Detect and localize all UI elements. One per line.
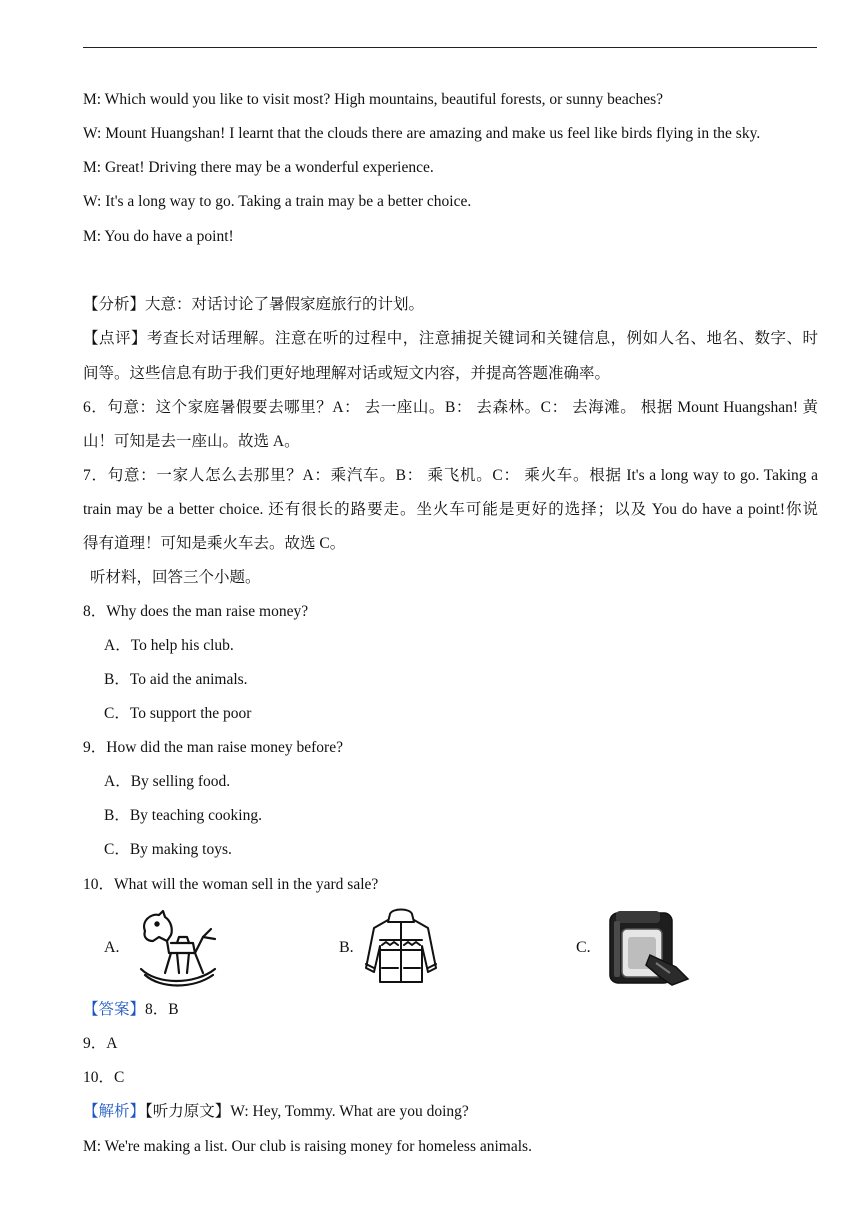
question-8-option: A．To help his club. [104, 637, 234, 654]
explanation-6: 6．句意：这个家庭暑假要去哪里？A： 去一座山。B： 去森林。C： 去海滩。 根据 Mount Huangshan! 黄 [83, 399, 818, 416]
dialogue-line: W: Hey, Tommy. What are you doing? [230, 1103, 469, 1120]
toaster-icon [606, 907, 692, 987]
jacket-icon [362, 906, 440, 986]
review-text: 间等。这些信息有助于我们更好地理解对话或短文内容，并提高答题准确率。 [83, 365, 611, 382]
rocking-horse-icon [133, 907, 219, 989]
header-rule [83, 47, 817, 48]
option-b-label: B. [339, 939, 354, 956]
answer-8: 8．B [145, 1001, 179, 1018]
dialogue-line: M: We're making a list. Our club is raising money for homeless animals. [83, 1138, 532, 1155]
listening-original-tag: 【听力原文】 [145, 1103, 231, 1120]
dialogue-line: W: Mount Huangshan! I learnt that the clouds there are amazing and make us feel like birds flying in the sky. [83, 125, 761, 142]
question-8-stem: 8．Why does the man raise money? [83, 603, 309, 620]
answer-line [83, 1000, 179, 1020]
question-9-option: A．By selling food. [104, 773, 231, 790]
explanation-7: 7．句意：一家人怎么去那里？A：乘汽车。B： 乘飞机。C： 乘火车。根据 It's a long way to go. Taking a [83, 467, 818, 484]
dialogue-line: M: Great! Driving there may be a wonderful experience. [83, 159, 434, 176]
dialogue-line: M: Which would you like to visit most? High mountains, beautiful forests, or sunny beaches? [83, 91, 664, 108]
explanation-7: 得有道理！可知是乘火车去。故选 C。 [83, 535, 346, 552]
analysis-paragraph [83, 295, 424, 315]
dialogue-line: W: It's a long way to go. Taking a train may be a better choice. [83, 193, 472, 210]
question-9-option: B．By teaching cooking. [104, 807, 262, 824]
question-10-stem: 10．What will the woman sell in the yard sale? [83, 876, 379, 893]
option-a-label: A. [104, 939, 120, 956]
answer-tag: 【答案】 [83, 1001, 146, 1018]
explanation-7: train may be a better choice. 还有很长的路要走。坐火车可能是更好的选择；以及 You do have a point!你说 [83, 501, 818, 518]
dialogue-line: M: You do have a point! [83, 228, 234, 245]
question-8-option: B．To aid the animals. [104, 671, 248, 688]
analysis-tag: 【分析】 [83, 296, 146, 313]
question-9-option: C．By making toys. [104, 841, 232, 858]
analysis-tag: 【解析】 [83, 1103, 146, 1120]
review-paragraph [83, 329, 818, 349]
listening-instruction: 听材料，回答三个小题。 [90, 569, 261, 586]
explanation-6: 山！可知是去一座山。故选 A。 [83, 433, 300, 450]
answer-9: 9．A [83, 1035, 118, 1052]
review-tag: 【点评】 [83, 330, 147, 347]
question-9-stem: 9．How did the man raise money before? [83, 739, 343, 756]
option-c-label: C. [576, 939, 591, 956]
answer-10: 10．C [83, 1069, 125, 1086]
review-text: 考查长对话理解。注意在听的过程中，注意捕捉关键词和关键信息，例如人名、地名、数字、时 [146, 330, 818, 347]
analysis-paragraph-2 [83, 1102, 469, 1122]
question-8-option: C．To support the poor [104, 705, 252, 722]
analysis-text: 大意：对话讨论了暑假家庭旅行的计划。 [145, 296, 425, 313]
